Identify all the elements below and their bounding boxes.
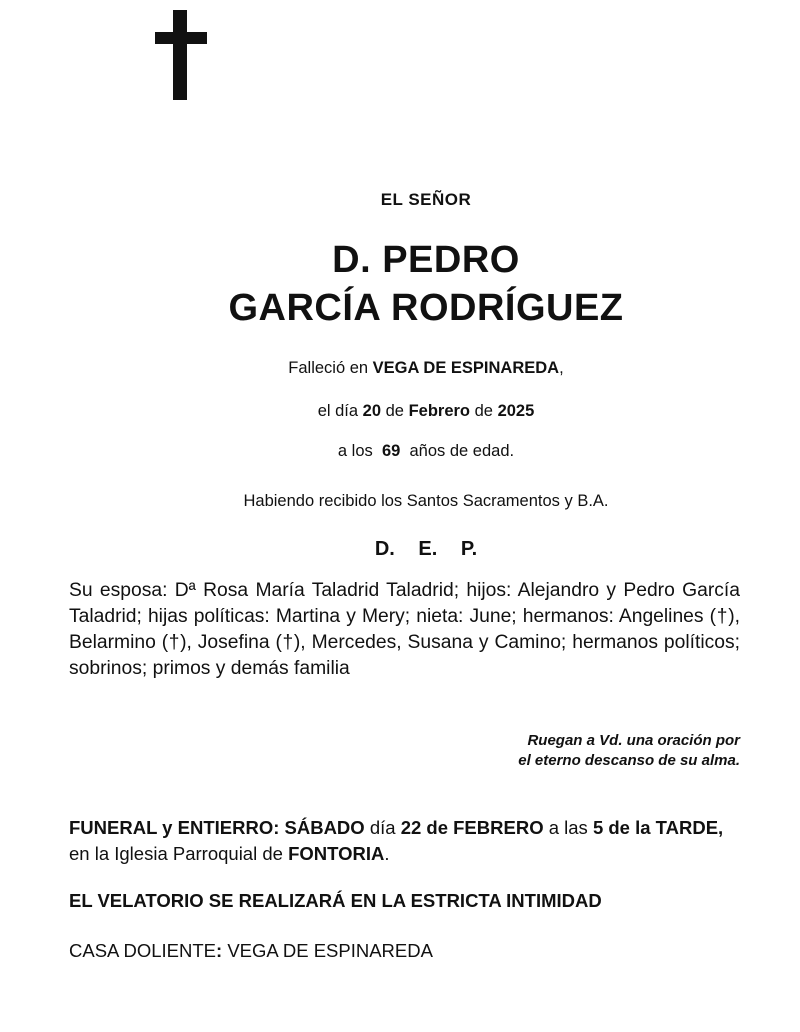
prayer-line-1: Ruegan a Vd. una oración por (527, 732, 740, 749)
velatorio-notice: EL VELATORIO SE REALIZARÁ EN LA ESTRICTA INTIMIDAD (69, 890, 602, 911)
death-day: 20 (362, 402, 382, 420)
sacraments-line: Habiendo recibido los Santos Sacramentos y B.A. (243, 492, 609, 510)
name-line-1: D. PEDRO (332, 239, 520, 281)
death-date-line: el día 20 de Febrero de 2025 (317, 402, 535, 420)
name-line-2: GARCÍA RODRÍGUEZ (228, 287, 624, 329)
age-line: a los 69 años de edad. (337, 442, 515, 460)
cross-icon (155, 10, 207, 100)
funeral-line-1: FUNERAL y ENTIERRO: SÁBADO día 22 de FEBRERO a las 5 de la TARDE, (69, 817, 724, 838)
dep-heading: D. E. P. (374, 538, 478, 560)
family-text: Su esposa: Dª Rosa María Taladrid Taladrid; hijos: Alejandro y Pedro García Taladrid; hijas políticas: Martina y Mery; nieta: June; hermanos: Angelines (†), Belarmino (†), Josefina (†), Mercedes, Susana y Camino; hermanos políticos; sobrinos; primos y demás familia (69, 580, 740, 679)
funeral-line-2: en la Iglesia Parroquial de FONTORIA. (69, 843, 390, 864)
title-small: EL SEÑOR (380, 190, 472, 209)
deceased-name (0, 236, 800, 332)
age-value: 69 (381, 442, 401, 460)
death-place: VEGA DE ESPINAREDA (372, 359, 560, 377)
prayer-request (518, 731, 740, 771)
casa-doliente: CASA DOLIENTE: VEGA DE ESPINAREDA (69, 940, 433, 961)
death-place-line: Falleció en VEGA DE ESPINAREDA, (288, 359, 564, 377)
funeral-info (69, 815, 769, 867)
death-year: 2025 (497, 402, 535, 420)
prayer-line-2: el eterno descanso de su alma. (518, 752, 740, 769)
death-month: Febrero (408, 402, 471, 420)
